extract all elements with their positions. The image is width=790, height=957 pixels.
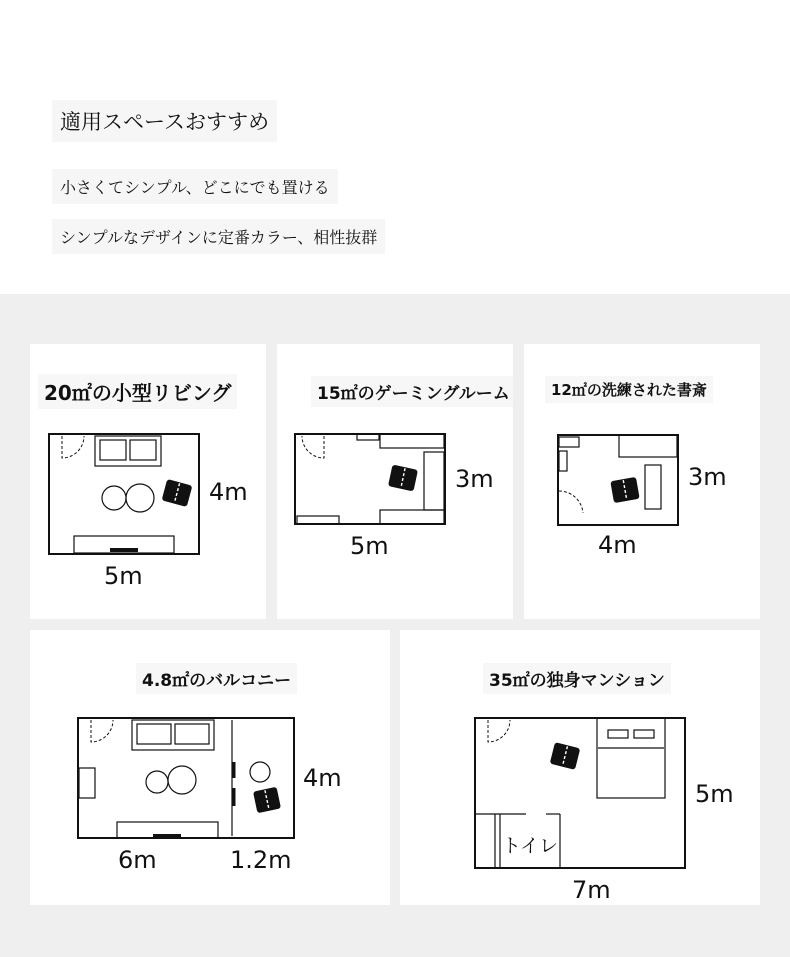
feature-line-1: 小さくてシンプル、どこにでも置ける (52, 169, 338, 204)
width-label: 5m (350, 532, 389, 560)
table-circle (102, 486, 126, 510)
floor-plan-gaming (294, 432, 446, 526)
plan-title: 35㎡の独身マンション (483, 663, 671, 694)
plan-card-study (524, 344, 760, 619)
door-swing (559, 491, 583, 513)
bed-icon (597, 718, 665, 798)
tv-icon (153, 834, 181, 838)
feature-line-2: シンプルなデザインに定番カラー、相性抜群 (52, 219, 385, 254)
width-label: 6m (118, 846, 157, 874)
wall-cabinet (380, 434, 444, 448)
floor-plan-balcony (77, 716, 295, 840)
depth-label: 3m (455, 465, 494, 493)
room-label-toilet: トイレ (502, 835, 559, 857)
shelf (559, 437, 579, 447)
width-label: 7m (572, 876, 611, 904)
intro-section (0, 0, 790, 294)
room-outline (558, 435, 678, 525)
chair-icon (162, 479, 193, 507)
chair-icon (388, 465, 418, 492)
depth-label: 4m (303, 764, 342, 792)
chair-icon (610, 477, 639, 503)
chair-icon (550, 742, 581, 770)
door-swing (302, 436, 324, 458)
chair-icon (253, 787, 281, 814)
plan-title: 20㎡の小型リビング (38, 374, 237, 409)
sofa-icon (132, 720, 214, 750)
plan-title: 15㎡のゲーミングルーム (311, 376, 513, 407)
plan-card-balcony (30, 630, 390, 905)
plan-card-living (30, 344, 266, 619)
depth-label: 3m (688, 463, 727, 491)
stool-circle (250, 762, 270, 782)
balcony-width-label: 1.2m (230, 846, 292, 874)
table-circle (126, 484, 154, 512)
width-label: 4m (598, 531, 637, 559)
sofa-icon (95, 436, 161, 466)
floor-plan-living (48, 432, 202, 556)
cabinet (559, 451, 567, 471)
plan-title: 12㎡の洗練された書斎 (545, 376, 713, 403)
door-swing (62, 436, 84, 458)
cabinet (380, 510, 444, 524)
desk (424, 452, 444, 510)
door-swing (91, 720, 113, 742)
side-cabinet (79, 768, 95, 798)
page-heading: 適用スペースおすすめ (52, 100, 277, 142)
table-circle (168, 766, 196, 794)
floor-plan-study (557, 433, 681, 527)
depth-label: 5m (695, 780, 734, 808)
desk (645, 465, 661, 509)
plan-card-gaming (277, 344, 513, 619)
width-label: 5m (104, 562, 143, 590)
tv-icon (110, 548, 138, 552)
plan-card-apartment (400, 630, 760, 905)
plan-title: 4.8㎡のバルコニー (136, 663, 297, 694)
door-swing (488, 720, 510, 742)
floor-plan-apartment (474, 716, 686, 870)
wardrobe (619, 435, 677, 457)
room-outline (78, 718, 294, 838)
bench (297, 516, 339, 524)
table-circle (146, 771, 168, 793)
depth-label: 4m (209, 478, 248, 506)
